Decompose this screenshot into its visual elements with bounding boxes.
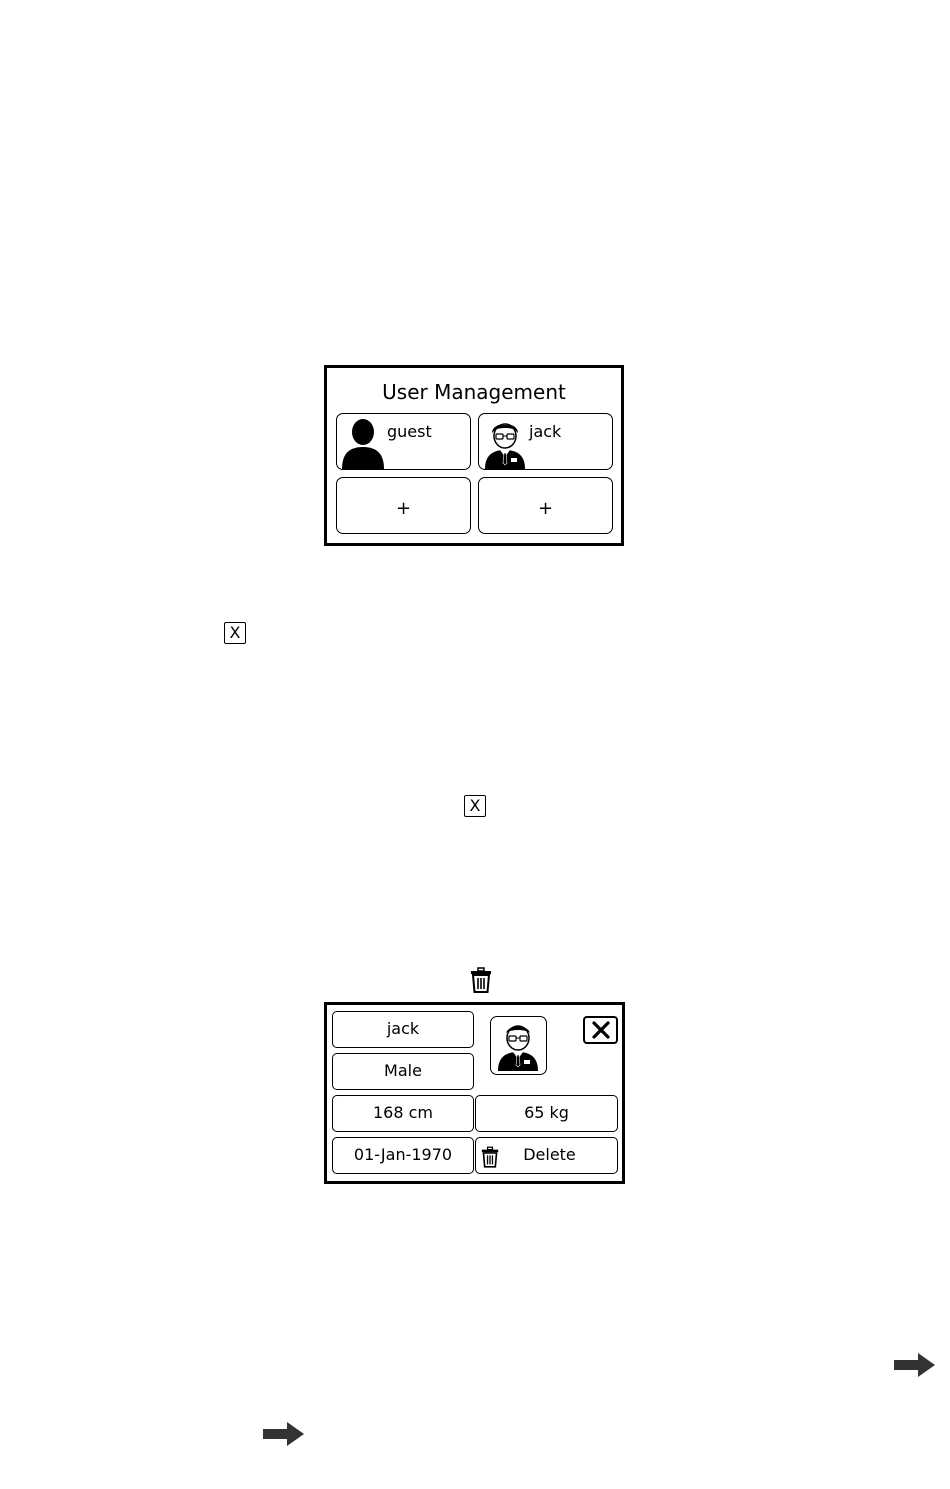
user-slot-jack[interactable]: [478, 413, 613, 470]
trash-icon: [481, 1146, 499, 1180]
gender-field[interactable]: Male: [332, 1053, 474, 1090]
user-detail-panel: [324, 1002, 625, 1184]
person-silhouette-icon: [340, 417, 386, 473]
close-x-button[interactable]: X: [464, 795, 486, 817]
arrow-right-icon[interactable]: [263, 1421, 305, 1451]
delete-button-label: Delete: [523, 1145, 576, 1164]
trash-icon[interactable]: [470, 967, 492, 997]
close-x-button[interactable]: X: [224, 622, 246, 644]
birth-date-field[interactable]: 01-Jan-1970: [332, 1137, 474, 1174]
man-glasses-icon: [482, 417, 528, 473]
close-icon: [591, 1020, 611, 1044]
user-slot-guest[interactable]: [336, 413, 471, 470]
close-button[interactable]: [583, 1016, 618, 1044]
user-avatar[interactable]: [490, 1016, 547, 1075]
arrow-right-icon[interactable]: [894, 1352, 936, 1382]
add-user-label: +: [537, 498, 554, 519]
add-user-button[interactable]: [336, 477, 471, 534]
user-slot-label: guest: [387, 422, 432, 441]
panel-title: User Management: [382, 380, 566, 404]
weight-field[interactable]: 65 kg: [475, 1095, 618, 1132]
delete-button[interactable]: [475, 1137, 618, 1174]
add-user-label: +: [395, 498, 412, 519]
user-name-field[interactable]: jack: [332, 1011, 474, 1048]
user-management-panel: [324, 365, 624, 546]
add-user-button[interactable]: [478, 477, 613, 534]
man-glasses-icon: [495, 1019, 541, 1075]
user-slot-label: jack: [529, 422, 562, 441]
height-field[interactable]: 168 cm: [332, 1095, 474, 1132]
